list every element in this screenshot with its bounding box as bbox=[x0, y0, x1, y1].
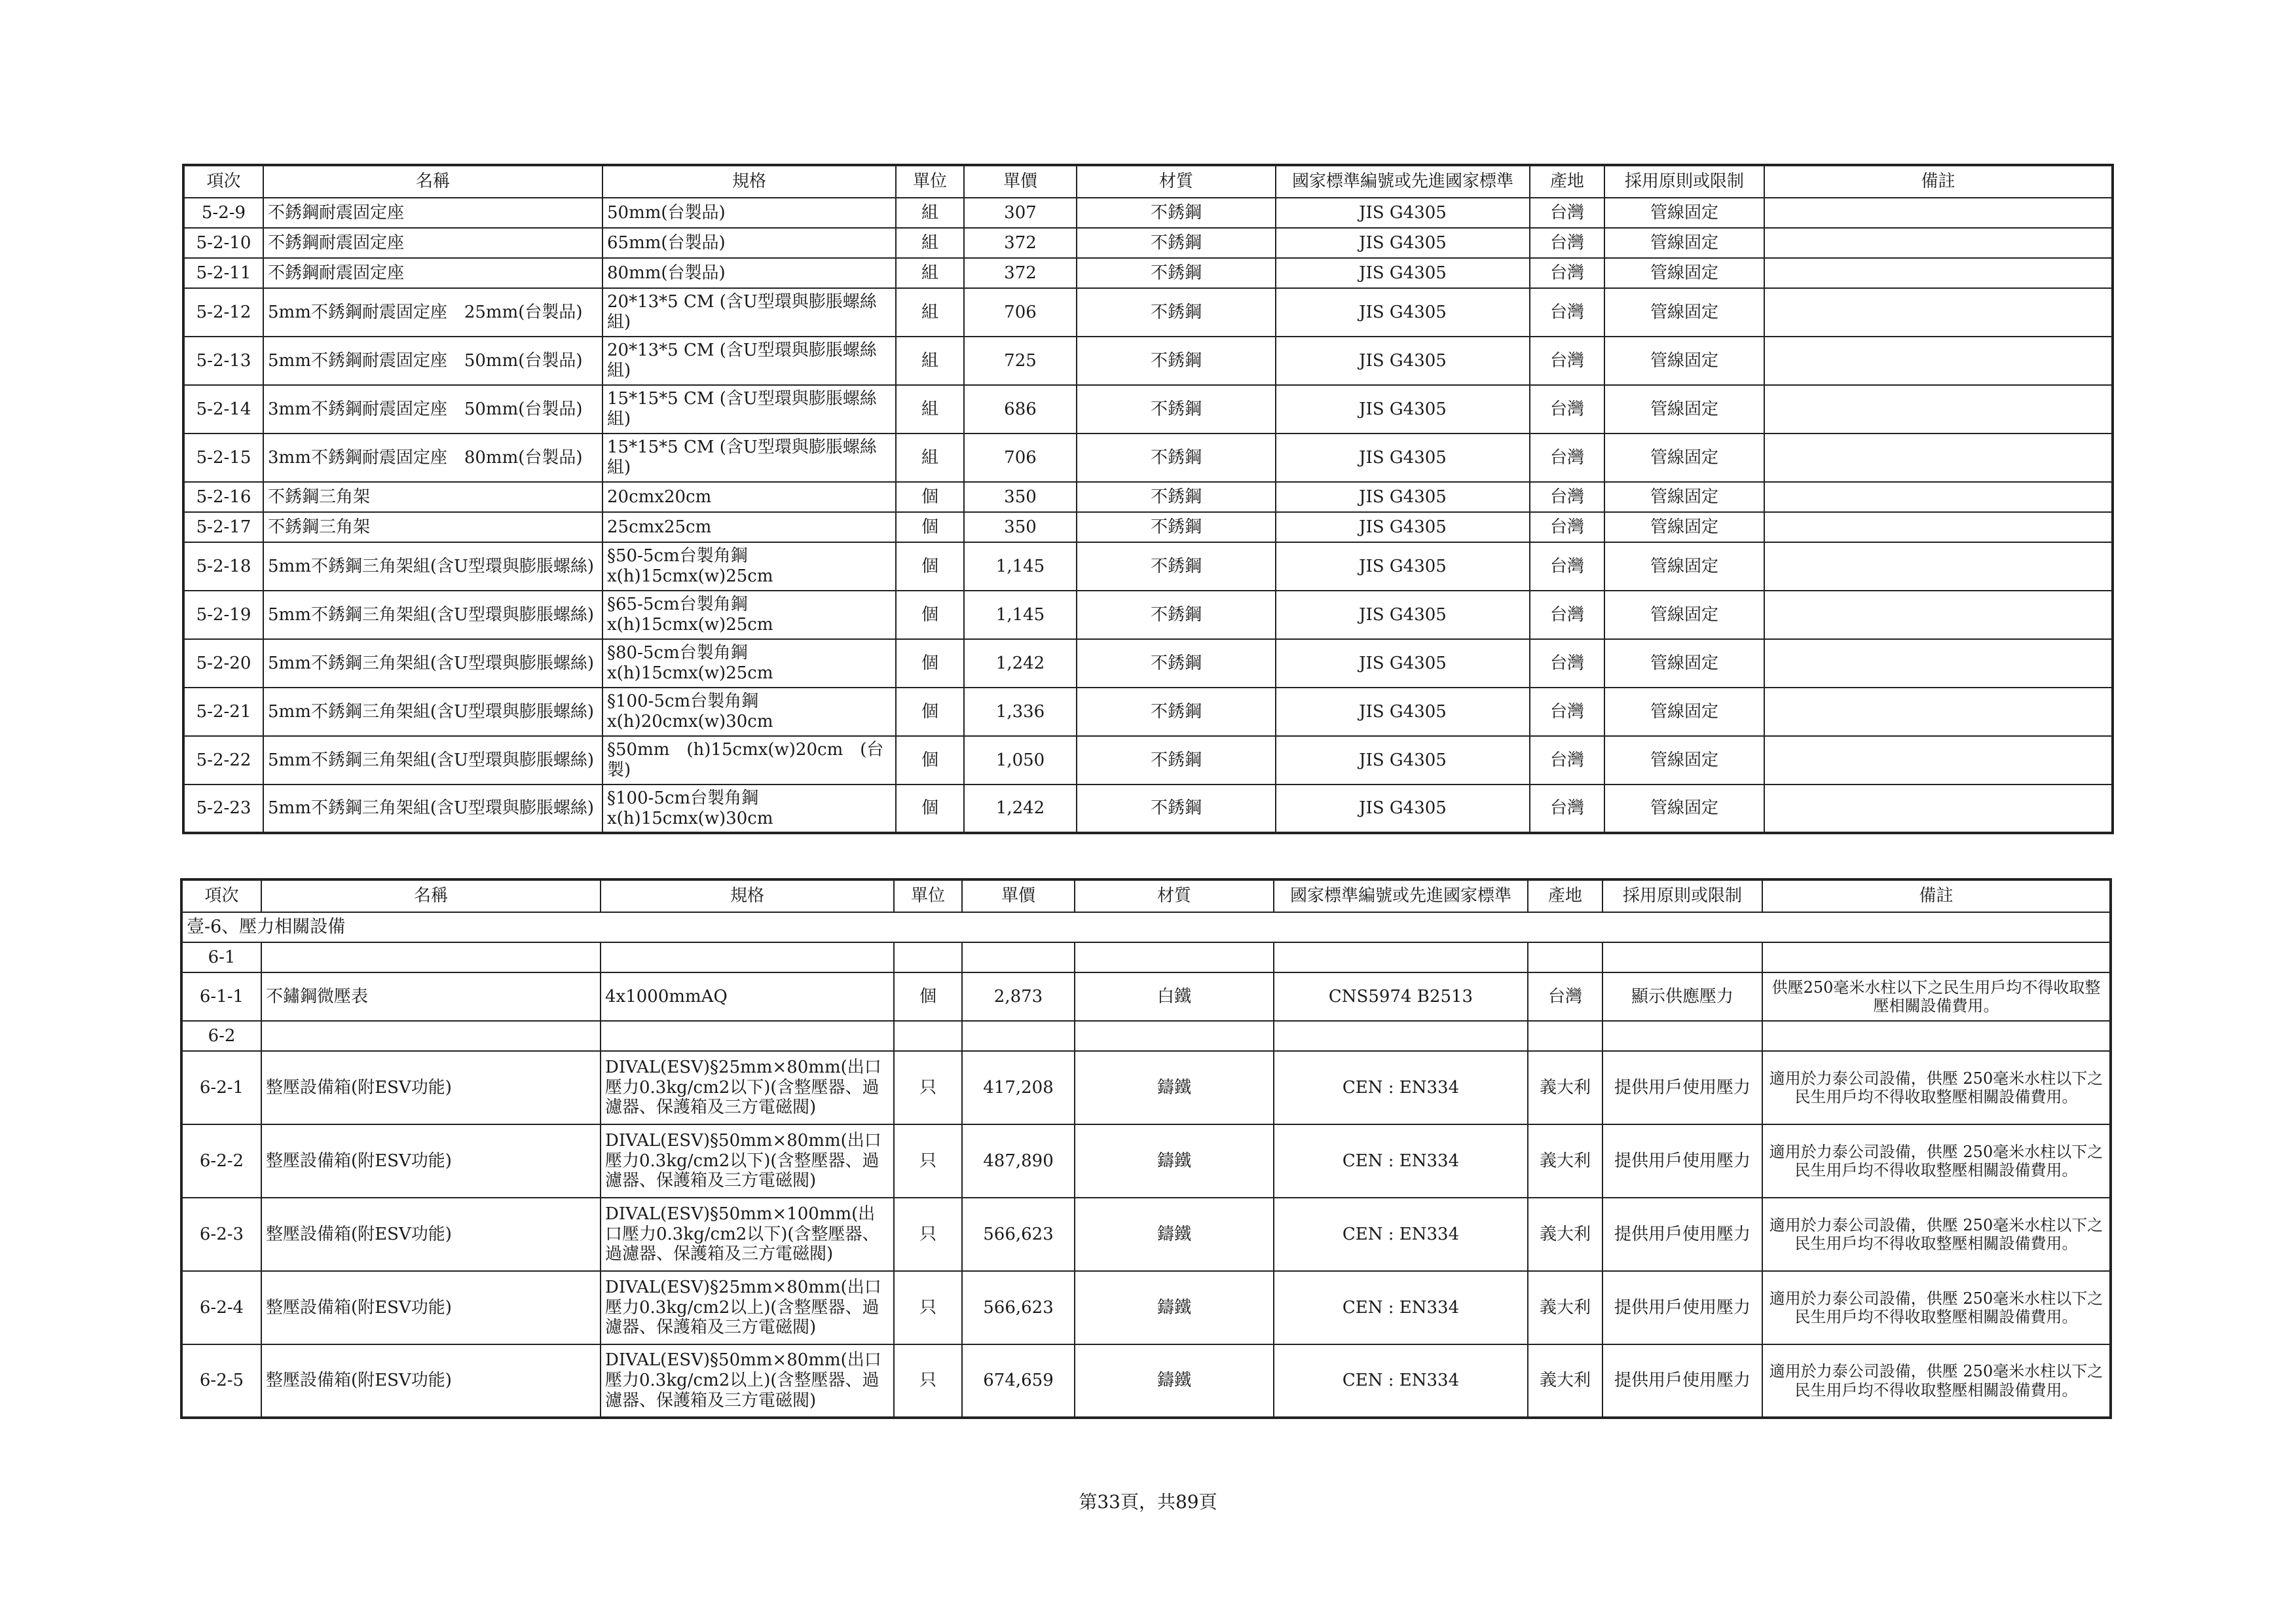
table-row bbox=[183, 228, 2113, 258]
row-origin: 台灣 bbox=[1530, 542, 1604, 591]
row-standard: JIS G4305 bbox=[1276, 736, 1530, 784]
row-material bbox=[1075, 1021, 1274, 1051]
row-spec: 50mm(台製品) bbox=[602, 198, 896, 228]
row-price bbox=[962, 1021, 1075, 1051]
row-name bbox=[261, 1021, 601, 1051]
row-spec: 15*15*5 CM (含U型環與膨脹螺絲組) bbox=[602, 385, 896, 434]
row-origin bbox=[1528, 942, 1602, 972]
header-item: 項次 bbox=[183, 165, 263, 198]
header-material: 材質 bbox=[1075, 879, 1274, 912]
row-unit: 組 bbox=[896, 228, 964, 258]
row-spec: §65-5cm台製角鋼x(h)15cmx(w)25cm bbox=[602, 591, 896, 639]
row-item: 5-2-10 bbox=[183, 228, 263, 258]
row-name: 5mm不銹鋼三角架組(含U型環與膨脹螺絲) bbox=[263, 688, 602, 736]
row-note bbox=[1764, 542, 2113, 591]
row-material: 不銹鋼 bbox=[1077, 542, 1276, 591]
row-item: 5-2-11 bbox=[183, 258, 263, 288]
row-origin: 台灣 bbox=[1530, 434, 1604, 482]
row-name: 5mm不銹鋼三角架組(含U型環與膨脹螺絲) bbox=[263, 736, 602, 784]
row-name: 5mm不銹鋼耐震固定座 50mm(台製品) bbox=[263, 337, 602, 385]
row-origin: 台灣 bbox=[1530, 258, 1604, 288]
row-unit: 個 bbox=[896, 784, 964, 833]
row-standard: CEN : EN334 bbox=[1274, 1271, 1528, 1344]
row-note: 供壓250毫米水柱以下之民生用戶均不得收取整壓相關設備費用。 bbox=[1762, 972, 2111, 1021]
row-item: 5-2-18 bbox=[183, 542, 263, 591]
table-row bbox=[183, 512, 2113, 542]
table-row bbox=[183, 288, 2113, 337]
row-unit: 組 bbox=[896, 288, 964, 337]
header-unit: 單位 bbox=[894, 879, 962, 912]
row-note bbox=[1764, 198, 2113, 228]
row-principle bbox=[1602, 942, 1762, 972]
row-material: 不銹鋼 bbox=[1077, 258, 1276, 288]
row-standard: JIS G4305 bbox=[1276, 228, 1530, 258]
row-principle: 管線固定 bbox=[1604, 639, 1764, 688]
header-unit: 單位 bbox=[896, 165, 964, 198]
row-principle: 管線固定 bbox=[1604, 512, 1764, 542]
header-standard: 國家標準編號或先進國家標準 bbox=[1276, 165, 1530, 198]
row-item: 5-2-13 bbox=[183, 337, 263, 385]
row-origin: 台灣 bbox=[1530, 482, 1604, 512]
row-unit: 個 bbox=[896, 688, 964, 736]
row-origin: 台灣 bbox=[1528, 972, 1602, 1021]
table1-body bbox=[183, 198, 2113, 833]
row-unit: 個 bbox=[896, 736, 964, 784]
row-name: 整壓設備箱(附ESV功能) bbox=[261, 1124, 601, 1198]
row-standard: JIS G4305 bbox=[1276, 482, 1530, 512]
section-row bbox=[181, 912, 2111, 942]
row-principle: 提供用戶使用壓力 bbox=[1602, 1198, 1762, 1271]
row-spec: 20*13*5 CM (含U型環與膨脹螺絲組) bbox=[602, 288, 896, 337]
row-material: 白鐵 bbox=[1075, 972, 1274, 1021]
table2-body bbox=[181, 912, 2111, 942]
row-origin: 台灣 bbox=[1530, 512, 1604, 542]
row-note bbox=[1764, 639, 2113, 688]
row-note bbox=[1764, 512, 2113, 542]
row-principle: 管線固定 bbox=[1604, 591, 1764, 639]
row-item: 6-2-2 bbox=[181, 1124, 261, 1198]
row-principle: 提供用戶使用壓力 bbox=[1602, 1124, 1762, 1198]
row-price: 1,242 bbox=[964, 784, 1077, 833]
row-note: 適用於力泰公司設備，供壓 250毫米水柱以下之民生用戶均不得收取整壓相關設備費用。 bbox=[1762, 1124, 2111, 1198]
table-row bbox=[181, 972, 2111, 1021]
table-row bbox=[183, 337, 2113, 385]
row-material: 不銹鋼 bbox=[1077, 736, 1276, 784]
row-note: 適用於力泰公司設備，供壓 250毫米水柱以下之民生用戶均不得收取整壓相關設備費用。 bbox=[1762, 1271, 2111, 1344]
row-unit: 組 bbox=[896, 258, 964, 288]
row-material: 不銹鋼 bbox=[1077, 385, 1276, 434]
row-standard: JIS G4305 bbox=[1276, 784, 1530, 833]
table-row bbox=[183, 434, 2113, 482]
row-note bbox=[1764, 736, 2113, 784]
row-price: 566,623 bbox=[962, 1198, 1075, 1271]
row-unit: 個 bbox=[896, 512, 964, 542]
row-unit: 個 bbox=[896, 639, 964, 688]
row-material: 鑄鐵 bbox=[1075, 1344, 1274, 1418]
table1-header bbox=[183, 165, 2113, 198]
table-row bbox=[183, 688, 2113, 736]
row-material: 不銹鋼 bbox=[1077, 228, 1276, 258]
row-note bbox=[1764, 228, 2113, 258]
row-item: 5-2-16 bbox=[183, 482, 263, 512]
row-unit bbox=[894, 1021, 962, 1051]
page-number: 第33頁，共89頁 bbox=[1079, 1491, 1217, 1513]
row-principle: 提供用戶使用壓力 bbox=[1602, 1344, 1762, 1418]
header-spec: 規格 bbox=[601, 879, 894, 912]
row-spec: 20cmx20cm bbox=[602, 482, 896, 512]
row-spec bbox=[601, 942, 894, 972]
section-title: 壹-6、壓力相關設備 bbox=[181, 912, 2111, 942]
row-item: 6-1-1 bbox=[181, 972, 261, 1021]
row-standard: CEN : EN334 bbox=[1274, 1198, 1528, 1271]
row-material: 不銹鋼 bbox=[1077, 512, 1276, 542]
row-principle: 管線固定 bbox=[1604, 542, 1764, 591]
table-row bbox=[183, 542, 2113, 591]
row-material: 不銹鋼 bbox=[1077, 639, 1276, 688]
row-price: 1,145 bbox=[964, 591, 1077, 639]
row-item: 5-2-15 bbox=[183, 434, 263, 482]
row-name: 整壓設備箱(附ESV功能) bbox=[261, 1198, 601, 1271]
row-note bbox=[1764, 258, 2113, 288]
row-standard: JIS G4305 bbox=[1276, 512, 1530, 542]
row-spec: 80mm(台製品) bbox=[602, 258, 896, 288]
row-name: 3mm不銹鋼耐震固定座 80mm(台製品) bbox=[263, 434, 602, 482]
row-price: 725 bbox=[964, 337, 1077, 385]
row-price: 674,659 bbox=[962, 1344, 1075, 1418]
row-name: 整壓設備箱(附ESV功能) bbox=[261, 1344, 601, 1418]
row-item: 5-2-12 bbox=[183, 288, 263, 337]
table2-rows bbox=[181, 942, 2111, 1418]
row-price: 1,145 bbox=[964, 542, 1077, 591]
row-item: 6-1 bbox=[181, 942, 261, 972]
row-origin: 台灣 bbox=[1530, 228, 1604, 258]
row-price: 686 bbox=[964, 385, 1077, 434]
row-item: 5-2-20 bbox=[183, 639, 263, 688]
row-name: 整壓設備箱(附ESV功能) bbox=[261, 1271, 601, 1344]
row-note: 適用於力泰公司設備，供壓 250毫米水柱以下之民生用戶均不得收取整壓相關設備費用。 bbox=[1762, 1051, 2111, 1124]
header-principle: 採用原則或限制 bbox=[1604, 165, 1764, 198]
row-principle: 提供用戶使用壓力 bbox=[1602, 1271, 1762, 1344]
row-principle: 管線固定 bbox=[1604, 228, 1764, 258]
row-unit: 個 bbox=[896, 542, 964, 591]
row-origin: 台灣 bbox=[1530, 591, 1604, 639]
row-principle: 提供用戶使用壓力 bbox=[1602, 1051, 1762, 1124]
row-standard: JIS G4305 bbox=[1276, 542, 1530, 591]
header-principle: 採用原則或限制 bbox=[1602, 879, 1762, 912]
row-note bbox=[1764, 434, 2113, 482]
row-spec: 25cmx25cm bbox=[602, 512, 896, 542]
row-unit: 只 bbox=[894, 1124, 962, 1198]
row-price: 2,873 bbox=[962, 972, 1075, 1021]
row-material: 不銹鋼 bbox=[1077, 784, 1276, 833]
row-unit: 組 bbox=[896, 385, 964, 434]
header-spec: 規格 bbox=[602, 165, 896, 198]
row-price: 706 bbox=[964, 288, 1077, 337]
table2-header bbox=[181, 879, 2111, 912]
header-note: 備註 bbox=[1764, 165, 2113, 198]
price-table-stainless-supports bbox=[182, 164, 2114, 834]
row-name: 整壓設備箱(附ESV功能) bbox=[261, 1051, 601, 1124]
table-row bbox=[181, 1051, 2111, 1124]
row-principle bbox=[1602, 1021, 1762, 1051]
row-origin: 台灣 bbox=[1530, 688, 1604, 736]
row-price: 417,208 bbox=[962, 1051, 1075, 1124]
row-principle: 管線固定 bbox=[1604, 385, 1764, 434]
row-standard: CEN : EN334 bbox=[1274, 1124, 1528, 1198]
row-note bbox=[1764, 385, 2113, 434]
row-price: 372 bbox=[964, 228, 1077, 258]
row-material: 不銹鋼 bbox=[1077, 482, 1276, 512]
row-note bbox=[1764, 688, 2113, 736]
row-name: 5mm不銹鋼三角架組(含U型環與膨脹螺絲) bbox=[263, 591, 602, 639]
table-row bbox=[183, 385, 2113, 434]
row-spec: §80-5cm台製角鋼x(h)15cmx(w)25cm bbox=[602, 639, 896, 688]
row-origin: 台灣 bbox=[1530, 288, 1604, 337]
row-price: 350 bbox=[964, 482, 1077, 512]
header-note: 備註 bbox=[1762, 879, 2111, 912]
row-origin: 台灣 bbox=[1530, 337, 1604, 385]
row-material bbox=[1075, 942, 1274, 972]
table-row bbox=[181, 1198, 2111, 1271]
row-note bbox=[1764, 591, 2113, 639]
row-item: 5-2-9 bbox=[183, 198, 263, 228]
row-name: 不銹鋼耐震固定座 bbox=[263, 258, 602, 288]
row-note bbox=[1762, 942, 2111, 972]
row-name: 不銹鋼三角架 bbox=[263, 482, 602, 512]
row-material: 不銹鋼 bbox=[1077, 337, 1276, 385]
row-price bbox=[962, 942, 1075, 972]
row-name: 5mm不銹鋼三角架組(含U型環與膨脹螺絲) bbox=[263, 784, 602, 833]
row-note bbox=[1764, 337, 2113, 385]
row-origin: 台灣 bbox=[1530, 639, 1604, 688]
row-principle: 管線固定 bbox=[1604, 198, 1764, 228]
row-spec: 20*13*5 CM (含U型環與膨脹螺絲組) bbox=[602, 337, 896, 385]
row-material: 不銹鋼 bbox=[1077, 591, 1276, 639]
row-origin: 台灣 bbox=[1530, 198, 1604, 228]
table-row bbox=[181, 942, 2111, 972]
row-price: 487,890 bbox=[962, 1124, 1075, 1198]
table-row bbox=[183, 258, 2113, 288]
row-standard: CEN : EN334 bbox=[1274, 1051, 1528, 1124]
header-price: 單價 bbox=[964, 165, 1077, 198]
row-standard: JIS G4305 bbox=[1276, 591, 1530, 639]
row-principle: 管線固定 bbox=[1604, 482, 1764, 512]
row-price: 566,623 bbox=[962, 1271, 1075, 1344]
row-unit: 只 bbox=[894, 1271, 962, 1344]
row-standard bbox=[1274, 1021, 1528, 1051]
row-item: 6-2-3 bbox=[181, 1198, 261, 1271]
row-spec: DIVAL(ESV)§50mm×80mm(出口壓力0.3kg/cm2以上)(含整壓器、過濾器、保護箱及三方電磁閥) bbox=[601, 1344, 894, 1418]
row-origin: 台灣 bbox=[1530, 736, 1604, 784]
row-origin: 台灣 bbox=[1530, 385, 1604, 434]
table-row bbox=[181, 1271, 2111, 1344]
table-row bbox=[183, 736, 2113, 784]
row-origin bbox=[1528, 1021, 1602, 1051]
header-name: 名稱 bbox=[263, 165, 602, 198]
row-spec bbox=[601, 1021, 894, 1051]
row-name: 5mm不銹鋼三角架組(含U型環與膨脹螺絲) bbox=[263, 542, 602, 591]
row-unit: 只 bbox=[894, 1344, 962, 1418]
row-principle: 管線固定 bbox=[1604, 337, 1764, 385]
row-spec: 4x1000mmAQ bbox=[601, 972, 894, 1021]
row-note bbox=[1764, 288, 2113, 337]
row-spec: 65mm(台製品) bbox=[602, 228, 896, 258]
row-spec: §50-5cm台製角鋼x(h)15cmx(w)25cm bbox=[602, 542, 896, 591]
row-name: 不鏽鋼微壓表 bbox=[261, 972, 601, 1021]
row-name bbox=[261, 942, 601, 972]
row-material: 不銹鋼 bbox=[1077, 288, 1276, 337]
row-spec: DIVAL(ESV)§50mm×80mm(出口壓力0.3kg/cm2以下)(含整壓器、過濾器、保護箱及三方電磁閥) bbox=[601, 1124, 894, 1198]
row-standard: CNS5974 B2513 bbox=[1274, 972, 1528, 1021]
row-spec: §50mm (h)15cmx(w)20cm (台製) bbox=[602, 736, 896, 784]
row-principle: 管線固定 bbox=[1604, 784, 1764, 833]
row-standard: JIS G4305 bbox=[1276, 639, 1530, 688]
row-material: 不銹鋼 bbox=[1077, 198, 1276, 228]
row-price: 1,336 bbox=[964, 688, 1077, 736]
row-standard: JIS G4305 bbox=[1276, 434, 1530, 482]
row-name: 3mm不銹鋼耐震固定座 50mm(台製品) bbox=[263, 385, 602, 434]
row-note bbox=[1764, 482, 2113, 512]
row-material: 不銹鋼 bbox=[1077, 434, 1276, 482]
table-row bbox=[183, 639, 2113, 688]
row-item: 6-2-1 bbox=[181, 1051, 261, 1124]
row-spec: DIVAL(ESV)§25mm×80mm(出口壓力0.3kg/cm2以上)(含整壓器、過濾器、保護箱及三方電磁閥) bbox=[601, 1271, 894, 1344]
row-standard: JIS G4305 bbox=[1276, 288, 1530, 337]
row-price: 307 bbox=[964, 198, 1077, 228]
row-item: 5-2-21 bbox=[183, 688, 263, 736]
row-item: 6-2-5 bbox=[181, 1344, 261, 1418]
row-standard: JIS G4305 bbox=[1276, 385, 1530, 434]
row-standard: JIS G4305 bbox=[1276, 337, 1530, 385]
row-origin: 義大利 bbox=[1528, 1271, 1602, 1344]
row-principle: 管線固定 bbox=[1604, 736, 1764, 784]
header-price: 單價 bbox=[962, 879, 1075, 912]
row-principle: 管線固定 bbox=[1604, 258, 1764, 288]
row-price: 1,050 bbox=[964, 736, 1077, 784]
price-table-pressure-equipment bbox=[180, 878, 2112, 1419]
row-item: 6-2 bbox=[181, 1021, 261, 1051]
row-item: 5-2-22 bbox=[183, 736, 263, 784]
row-note: 適用於力泰公司設備，供壓 250毫米水柱以下之民生用戶均不得收取整壓相關設備費用。 bbox=[1762, 1198, 2111, 1271]
table-row bbox=[181, 1344, 2111, 1418]
row-price: 706 bbox=[964, 434, 1077, 482]
row-principle: 管線固定 bbox=[1604, 288, 1764, 337]
row-origin: 義大利 bbox=[1528, 1198, 1602, 1271]
table-row bbox=[181, 1124, 2111, 1198]
row-unit: 組 bbox=[896, 434, 964, 482]
row-origin: 台灣 bbox=[1530, 784, 1604, 833]
row-standard: JIS G4305 bbox=[1276, 198, 1530, 228]
row-principle: 顯示供應壓力 bbox=[1602, 972, 1762, 1021]
row-origin: 義大利 bbox=[1528, 1344, 1602, 1418]
row-principle: 管線固定 bbox=[1604, 688, 1764, 736]
row-material: 不銹鋼 bbox=[1077, 688, 1276, 736]
row-item: 5-2-17 bbox=[183, 512, 263, 542]
header-origin: 產地 bbox=[1530, 165, 1604, 198]
row-spec: §100-5cm台製角鋼x(h)15cmx(w)30cm bbox=[602, 784, 896, 833]
row-note bbox=[1764, 784, 2113, 833]
row-origin: 義大利 bbox=[1528, 1124, 1602, 1198]
header-item: 項次 bbox=[181, 879, 261, 912]
row-spec: DIVAL(ESV)§25mm×80mm(出口壓力0.3kg/cm2以下)(含整壓器、過濾器、保護箱及三方電磁閥) bbox=[601, 1051, 894, 1124]
header-material: 材質 bbox=[1077, 165, 1276, 198]
row-item: 5-2-14 bbox=[183, 385, 263, 434]
row-price: 1,242 bbox=[964, 639, 1077, 688]
row-unit: 只 bbox=[894, 1198, 962, 1271]
row-name: 5mm不銹鋼耐震固定座 25mm(台製品) bbox=[263, 288, 602, 337]
row-item: 6-2-4 bbox=[181, 1271, 261, 1344]
row-standard bbox=[1274, 942, 1528, 972]
row-unit bbox=[894, 942, 962, 972]
row-spec: DIVAL(ESV)§50mm×100mm(出口壓力0.3kg/cm2以下)(含整壓器、過濾器、保護箱及三方電磁閥) bbox=[601, 1198, 894, 1271]
row-name: 不銹鋼三角架 bbox=[263, 512, 602, 542]
header-standard: 國家標準編號或先進國家標準 bbox=[1274, 879, 1528, 912]
row-standard: JIS G4305 bbox=[1276, 258, 1530, 288]
row-spec: §100-5cm台製角鋼x(h)20cmx(w)30cm bbox=[602, 688, 896, 736]
row-price: 350 bbox=[964, 512, 1077, 542]
table-row bbox=[183, 482, 2113, 512]
row-unit: 個 bbox=[894, 972, 962, 1021]
table-row bbox=[183, 784, 2113, 833]
row-note: 適用於力泰公司設備，供壓 250毫米水柱以下之民生用戶均不得收取整壓相關設備費用。 bbox=[1762, 1344, 2111, 1418]
row-item: 5-2-23 bbox=[183, 784, 263, 833]
row-name: 不銹鋼耐震固定座 bbox=[263, 228, 602, 258]
row-unit: 組 bbox=[896, 198, 964, 228]
row-unit: 組 bbox=[896, 337, 964, 385]
row-unit: 個 bbox=[896, 591, 964, 639]
row-name: 5mm不銹鋼三角架組(含U型環與膨脹螺絲) bbox=[263, 639, 602, 688]
row-standard: CEN : EN334 bbox=[1274, 1344, 1528, 1418]
row-unit: 只 bbox=[894, 1051, 962, 1124]
header-origin: 產地 bbox=[1528, 879, 1602, 912]
row-material: 鑄鐵 bbox=[1075, 1271, 1274, 1344]
row-standard: JIS G4305 bbox=[1276, 688, 1530, 736]
row-material: 鑄鐵 bbox=[1075, 1198, 1274, 1271]
row-origin: 義大利 bbox=[1528, 1051, 1602, 1124]
row-material: 鑄鐵 bbox=[1075, 1124, 1274, 1198]
row-unit: 個 bbox=[896, 482, 964, 512]
row-principle: 管線固定 bbox=[1604, 434, 1764, 482]
row-name: 不銹鋼耐震固定座 bbox=[263, 198, 602, 228]
row-note bbox=[1762, 1021, 2111, 1051]
row-price: 372 bbox=[964, 258, 1077, 288]
header-name: 名稱 bbox=[261, 879, 601, 912]
row-material: 鑄鐵 bbox=[1075, 1051, 1274, 1124]
table-row bbox=[183, 198, 2113, 228]
table-row bbox=[183, 591, 2113, 639]
row-item: 5-2-19 bbox=[183, 591, 263, 639]
row-spec: 15*15*5 CM (含U型環與膨脹螺絲組) bbox=[602, 434, 896, 482]
table-row bbox=[181, 1021, 2111, 1051]
